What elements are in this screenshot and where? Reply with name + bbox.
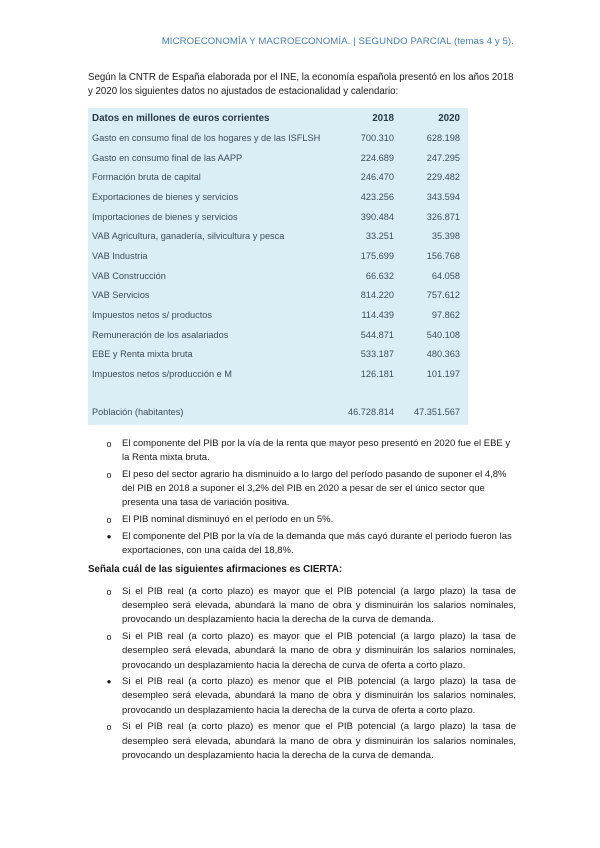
statement-list <box>104 437 516 561</box>
row-label: Impuestos netos s/ productos <box>92 310 213 321</box>
statement-option[interactable] <box>104 513 516 527</box>
value-2018: 246.470 <box>360 172 394 183</box>
row-label: Gasto en consumo final de las AAPP <box>92 152 243 163</box>
selected-bullet-icon: ● <box>106 677 112 687</box>
value-2020: 229.482 <box>426 172 460 183</box>
table-header-2018: 2018 <box>372 112 394 124</box>
row-label: Impuestos netos s/producción e M <box>92 369 232 380</box>
question-title: Señala cuál de las siguientes afirmaciones es CIERTA: <box>88 564 343 575</box>
value-2018: 175.699 <box>360 250 394 261</box>
option-text: El peso del sector agrario ha disminuido a lo largo del período pasando de suponer el 4,8% del PIB en 2018 a suponer el 3,2% del PIB en 2020 a pesar de ser el único sector que presenta una tasa de variación positiva. <box>122 468 507 509</box>
row-label: Formación bruta de capital <box>92 172 201 183</box>
row-label: VAB Servicios <box>92 290 150 301</box>
option-bullet-icon: o <box>106 469 112 480</box>
table-row <box>92 364 464 384</box>
table-row <box>92 345 464 365</box>
table-body <box>92 128 464 422</box>
option-bullet-icon: o <box>106 515 112 526</box>
table-row <box>92 167 464 187</box>
table-row <box>92 266 464 286</box>
value-2018: 66.632 <box>365 270 394 281</box>
table-row-population <box>92 402 464 422</box>
row-label: Importaciones de bienes y servicios <box>92 211 238 222</box>
row-label: VAB Industria <box>92 250 148 261</box>
value-2020: 247.295 <box>426 152 460 163</box>
option-bullet-icon: o <box>106 587 112 597</box>
value-2018: 114.439 <box>361 310 394 321</box>
option-bullet-icon: o <box>106 722 112 733</box>
value-2018: 700.310 <box>360 132 394 143</box>
row-label: Remuneración de los asalariados <box>92 329 229 340</box>
value-2018: 533.187 <box>360 349 394 360</box>
table-row <box>92 286 464 306</box>
table-row <box>92 305 464 325</box>
value-2018: 544.871 <box>360 329 394 340</box>
value-2020: 540.108 <box>426 329 460 340</box>
value-2020: 757.612 <box>426 290 460 301</box>
table-row <box>92 187 464 207</box>
answer-option[interactable] <box>104 720 516 763</box>
option-bullet-icon: o <box>106 439 112 449</box>
value-2020: 480.363 <box>426 349 460 360</box>
statement-option[interactable] <box>104 437 516 465</box>
statement-option[interactable] <box>104 530 516 558</box>
row-label: EBE y Renta mixta bruta <box>92 349 193 360</box>
option-text: El PIB nominal disminuyó en el período en un 5%. <box>122 514 334 526</box>
value-2018: 224.689 <box>360 152 394 163</box>
value-2018: 126.181 <box>360 369 394 380</box>
value-2020: 326.871 <box>426 211 460 222</box>
option-text: Si el PIB real (a corto plazo) es mayor que el PIB potencial (a largo plazo) la tasa de desempleo será elevada, abundará la mano de obra y disminuirán los salarios nominales, provocando un desplazamiento hacia la derecha de la curva de demanda. <box>122 586 516 626</box>
population-2018: 46.728.814 <box>348 406 394 417</box>
table-row <box>92 148 464 168</box>
answer-option[interactable] <box>104 675 516 718</box>
table-spacer-row <box>92 384 464 402</box>
data-table-panel <box>88 108 468 425</box>
value-2020: 343.594 <box>426 191 460 202</box>
row-label: VAB Construcción <box>92 270 166 281</box>
row-label: Exportaciones de bienes y servicios <box>92 191 239 202</box>
data-table <box>92 108 464 422</box>
table-header-row <box>92 108 464 128</box>
intro-paragraph: Según la CNTR de España elaborada por el INE, la economía española presentó en los años 2018 y 2020 los siguientes datos no ajustados de estacionalidad y calendario: <box>88 72 514 97</box>
answer-option[interactable] <box>104 585 516 628</box>
option-text: Si el PIB real (a corto plazo) es menor que el PIB potencial (a largo plazo) la tasa de desempleo será elevada, abundará la mano de obra y disminuirán los salarios nominales, provocando un desplazamiento hacia la derecha de la curva de oferta a corto plazo. <box>122 676 516 716</box>
value-2020: 628.198 <box>426 132 460 143</box>
value-2018: 33.251 <box>365 231 394 242</box>
value-2020: 35.398 <box>431 231 460 242</box>
value-2020: 64.058 <box>431 270 460 281</box>
row-label: Gasto en consumo final de los hogares y de las ISFLSH <box>92 132 321 143</box>
population-2020: 47.351.567 <box>414 406 460 417</box>
population-label: Población (habitantes) <box>92 406 184 417</box>
table-row <box>92 207 464 227</box>
value-2018: 423.256 <box>360 191 394 202</box>
option-bullet-icon: o <box>106 632 112 643</box>
answer-option[interactable] <box>104 630 516 673</box>
page-header: MICROECONOMÍA Y MACROECONOMÍA. | SEGUNDO PARCIAL (temas 4 y 5). <box>161 36 514 47</box>
row-label: VAB Agricultura, ganadería, silvicultura y pesca <box>92 231 285 242</box>
selected-bullet-icon: ● <box>106 531 112 541</box>
value-2020: 97.862 <box>431 310 460 321</box>
value-2018: 814.220 <box>360 290 394 301</box>
table-header-2020: 2020 <box>438 112 460 124</box>
value-2020: 101.197 <box>426 369 460 380</box>
table-header-label: Datos en millones de euros corrientes <box>92 112 270 124</box>
option-text: Si el PIB real (a corto plazo) es menor que el PIB potencial (a largo plazo) la tasa de desempleo será elevada, abundará la mano de obra y disminuirán los salarios nominales, provocando un desplazamiento hacia la derecha de la curva de demanda. <box>122 721 516 761</box>
statement-option[interactable] <box>104 468 516 511</box>
option-text: El componente del PIB por la vía de la demanda que más cayó durante el período fueron las exportaciones, con una caída del 18,8%. <box>122 530 512 556</box>
option-text: El componente del PIB por la vía de la renta que mayor peso presentó en 2020 fue el EBE y la Renta mixta bruta. <box>122 438 511 464</box>
value-2020: 156.768 <box>426 250 460 261</box>
table-row <box>92 128 464 148</box>
answer-list <box>104 585 516 765</box>
table-row <box>92 325 464 345</box>
table-row <box>92 246 464 266</box>
option-text: Si el PIB real (a corto plazo) es mayor que el PIB potencial (a largo plazo) la tasa de desempleo será elevada, abundará la mano de obra y disminuirán los salarios nominales, provocando un desplazamiento hacia la derecha de curva de oferta a corto plazo. <box>122 631 516 671</box>
table-row <box>92 226 464 246</box>
value-2018: 390.484 <box>360 211 394 222</box>
